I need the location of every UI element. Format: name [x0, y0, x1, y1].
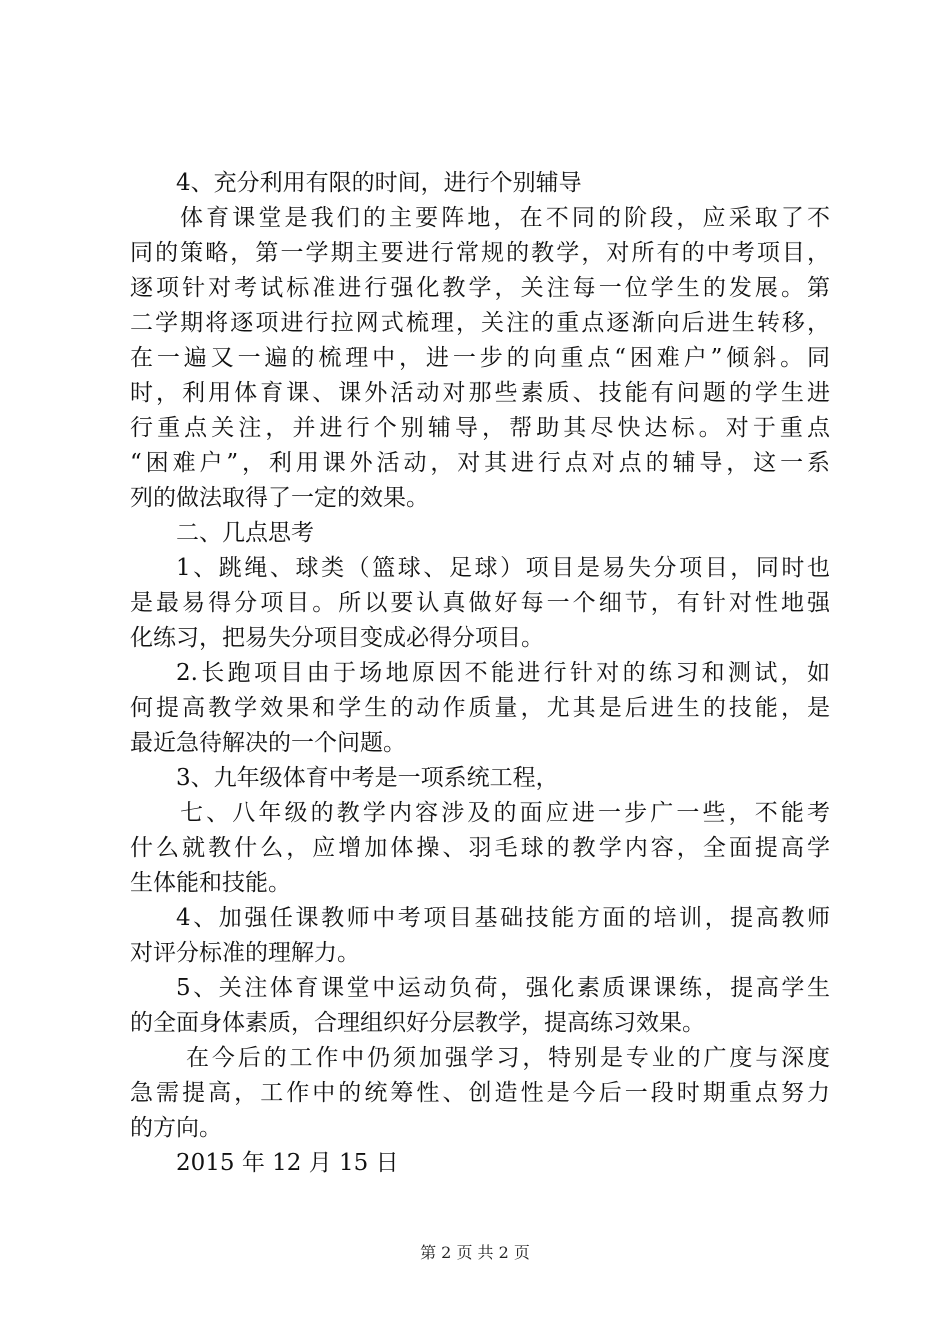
paragraph-line: 2.长跑项目由于场地原因不能进行针对的练习和测试，如	[176, 660, 830, 686]
paragraph-line: 行重点关注，并进行个别辅导，帮助其尽快达标。对于重点	[130, 415, 830, 441]
paragraph-line: 是最易得分项目。所以要认真做好每一个细节，有针对性地强	[130, 590, 830, 616]
paragraph-line: 1、跳绳、球类（篮球、足球）项目是易失分项目，同时也	[176, 555, 830, 581]
paragraph-line: 体育课堂是我们的主要阵地，在不同的阶段，应采取了不	[180, 205, 830, 231]
paragraph-line: 七、八年级的教学内容涉及的面应进一步广一些，不能考	[180, 800, 830, 826]
paragraph-line: 急需提高，工作中的统筹性、创造性是今后一段时期重点努力	[130, 1080, 830, 1106]
paragraph-line: 逐项针对考试标准进行强化教学，关注每一位学生的发展。第	[130, 275, 830, 301]
paragraph-line: 4、加强任课教师中考项目基础技能方面的培训，提高教师	[176, 905, 830, 931]
paragraph-line: 在一遍又一遍的梳理中，进一步的向重点“困难户”倾斜。同	[130, 345, 830, 371]
section-heading-reflections: 二、几点思考	[176, 520, 314, 546]
paragraph-line: 5、关注体育课堂中运动负荷，强化素质课课练，提高学生	[176, 975, 830, 1001]
paragraph-line: 什么就教什么，应增加体操、羽毛球的教学内容，全面提高学	[130, 835, 830, 861]
document-body	[130, 166, 830, 1181]
paragraph-line: “困难户”，利用课外活动，对其进行点对点的辅导，这一系	[130, 450, 830, 476]
paragraph-line: 生体能和技能。	[130, 870, 291, 896]
paragraph-line: 的全面身体素质，合理组织好分层教学，提高练习效果。	[130, 1010, 705, 1036]
paragraph-line: 最近急待解决的一个问题。	[130, 730, 406, 756]
page-number-footer: 第 2 页 共 2 页	[420, 1243, 530, 1262]
paragraph-line: 化练习，把易失分项目变成必得分项目。	[130, 625, 544, 651]
paragraph-line: 在今后的工作中仍须加强学习，特别是专业的广度与深度	[186, 1045, 830, 1071]
paragraph-line: 二学期将逐项进行拉网式梳理，关注的重点逐渐向后进生转移，	[130, 310, 830, 336]
paragraph-line: 同的策略，第一学期主要进行常规的教学，对所有的中考项目，	[130, 240, 830, 266]
paragraph-line: 时，利用体育课、课外活动对那些素质、技能有问题的学生进	[130, 380, 830, 406]
paragraph-line: 对评分标准的理解力。	[130, 940, 360, 966]
paragraph-line: 何提高教学效果和学生的动作质量，尤其是后进生的技能，是	[130, 695, 830, 721]
document-date: 2015 年 12 月 15 日	[176, 1150, 399, 1176]
paragraph-line: 3、九年级体育中考是一项系统工程，	[176, 765, 559, 791]
paragraph-line: 列的做法取得了一定的效果。	[130, 485, 429, 511]
paragraph-line: 的方向。	[130, 1115, 222, 1141]
heading-individual-tutoring: 4、充分利用有限的时间，进行个别辅导	[176, 170, 582, 196]
